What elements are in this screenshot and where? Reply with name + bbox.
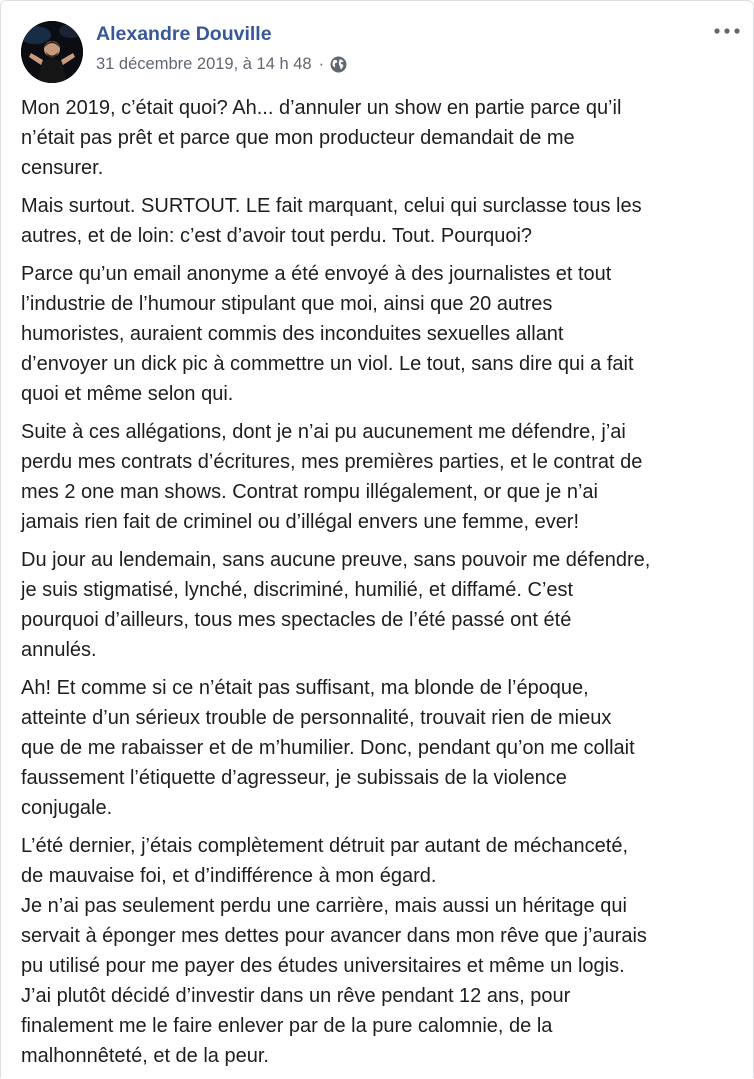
paragraph-line: Ah! Et comme si ce n’était pas suffisant, ma blonde de l’époque, [21, 677, 589, 699]
post-meta [96, 55, 347, 74]
paragraph-line: conjugale. [21, 797, 113, 819]
post-paragraph [21, 191, 737, 251]
paragraph-line: pu utilisé pour me payer des études universitaires et même un logis. [21, 955, 625, 977]
paragraph-line: l’industrie de l’humour stipulant que moi, ainsi que 20 autres [21, 293, 553, 315]
paragraph-line: malhonnêteté, et de la peur. [21, 1045, 269, 1067]
post-paragraph [21, 545, 737, 665]
paragraph-line: perdu mes contrats d’écritures, mes premières parties, et le contrat de [21, 451, 643, 473]
post-paragraph [21, 93, 737, 183]
paragraph-line: faussement l’étiquette d’agresseur, je subissais de la violence [21, 767, 567, 789]
post-paragraph [21, 831, 737, 1071]
paragraph-line: annulés. [21, 639, 97, 661]
post-timestamp[interactable]: 31 décembre 2019, à 14 h 48 [96, 55, 312, 73]
paragraph-line: que de me rabaisser et de m’humilier. Donc, pendant qu’on me collait [21, 737, 635, 759]
more-options-icon[interactable] [713, 23, 741, 39]
paragraph-line: Mon 2019, c’était quoi? Ah... d’annuler un show en partie parce qu’il [21, 97, 622, 119]
paragraph-line: jamais rien fait de criminel ou d’illégal envers une femme, ever! [21, 511, 580, 533]
paragraph-line: mes 2 one man shows. Contrat rompu illégalement, or que je n’ai [21, 481, 598, 503]
paragraph-line: J’ai plutôt décidé d’investir dans un rêve pendant 12 ans, pour [21, 985, 571, 1007]
paragraph-line: quoi et même selon qui. [21, 383, 234, 405]
paragraph-line: d’envoyer un dick pic à commettre un viol. Le tout, sans dire qui a fait [21, 353, 634, 375]
paragraph-line: je suis stigmatisé, lynché, discriminé, humilié, et diffamé. C’est [21, 579, 574, 601]
globe-icon[interactable] [330, 56, 347, 73]
paragraph-line: atteinte d’un sérieux trouble de personnalité, trouvait rien de mieux [21, 707, 612, 729]
author-name[interactable]: Alexandre Douville [96, 23, 272, 45]
paragraph-line: autres, et de loin: c’est d’avoir tout perdu. Tout. Pourquoi? [21, 225, 533, 247]
paragraph-line: humoristes, auraient commis des inconduites sexuelles allant [21, 323, 564, 345]
paragraph-line: Suite à ces allégations, dont je n’ai pu aucunement me défendre, j’ai [21, 421, 626, 443]
post-paragraph [21, 673, 737, 823]
paragraph-line: pourquoi d’ailleurs, tous mes spectacles de l’été passé ont été [21, 609, 572, 631]
author-avatar[interactable] [21, 21, 83, 83]
paragraph-line: Mais surtout. SURTOUT. LE fait marquant, celui qui surclasse tous les [21, 195, 642, 217]
post-paragraph [21, 259, 737, 409]
post-paragraph [21, 417, 737, 537]
paragraph-line: servait à éponger mes dettes pour avancer dans mon rêve que j’aurais [21, 925, 647, 947]
paragraph-line: Parce qu’un email anonyme a été envoyé à des journalistes et tout [21, 263, 612, 285]
paragraph-line: de mauvaise foi, et d’indifférence à mon égard. [21, 865, 437, 887]
meta-separator: · [318, 55, 325, 73]
paragraph-line: n’était pas prêt et parce que mon producteur demandait de me [21, 127, 575, 149]
paragraph-line: L’été dernier, j’étais complètement détruit par autant de méchanceté, [21, 835, 629, 857]
paragraph-line: Je n’ai pas seulement perdu une carrière, mais aussi un héritage qui [21, 895, 627, 917]
post-body [21, 93, 737, 1079]
paragraph-line: finalement me le faire enlever par de la pure calomnie, de la [21, 1015, 553, 1037]
paragraph-line: Du jour au lendemain, sans aucune preuve, sans pouvoir me défendre, [21, 549, 651, 571]
paragraph-line: censurer. [21, 157, 104, 179]
